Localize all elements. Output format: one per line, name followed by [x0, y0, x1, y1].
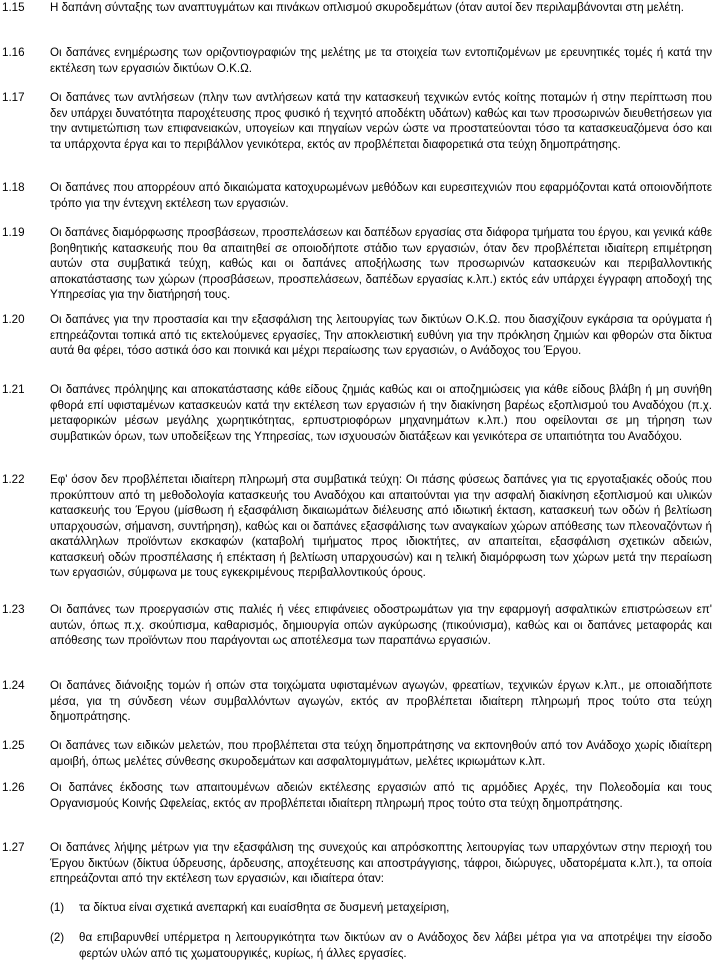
clause-1-15 — [2, 0, 712, 16]
clause-number: 1.23 — [2, 603, 25, 616]
subitem-2 — [50, 930, 712, 961]
clause-1-22 — [2, 472, 712, 581]
clause-1-26 — [2, 780, 712, 811]
clause-number: 1.16 — [2, 46, 25, 59]
clause-1-21 — [2, 382, 712, 444]
clause-text: Οι δαπάνες που απορρέουν από δικαιώματα κατοχυρωμένων μεθόδων και ευρεσιτεχνιών που εφαρμόζονται κατά οποιονδήποτε τρόπο για την έντεχνη εκτέλεση των εργασιών. — [50, 181, 712, 210]
clause-number: 1.20 — [2, 313, 25, 326]
clause-number: 1.26 — [2, 781, 25, 794]
clause-number: 1.25 — [2, 739, 25, 752]
clause-1-23 — [2, 602, 712, 649]
clause-1-20 — [2, 312, 712, 359]
clause-1-19 — [2, 225, 712, 303]
clause-number: 1.21 — [2, 383, 25, 396]
clause-number: 1.15 — [2, 1, 25, 14]
clause-number: 1.27 — [2, 841, 25, 854]
clause-text: Οι δαπάνες των αντλήσεων (πλην των αντλήσεων κατά την κατασκευή τεχνικών εντός κοίτης ποταμών ή στην περίπτωση που δεν υπάρχει δυνατότητα παροχέτευσης προς φυσικό ή τεχνητό αποδέκτη υδάτων) καθώς και των προσωρινών διευθετήσεων για την αντιμετώπιση των επιφανειακών, υπογείων και πηγαίων νερών ώστε να προστατεύονται τόσο τα κατασκευαζόμενα όσο και τα υπάρχοντα έργα και το περιβάλλον γενικότερα, εκτός αν προβλέπεται διαφορετικά στα τεύχη δημοπράτησης. — [50, 91, 712, 151]
clause-text: Εφ' όσον δεν προβλέπεται ιδιαίτερη πληρωμή στα συμβατικά τεύχη: Οι πάσης φύσεως δαπάνες για τις εργοταξιακές οδούς που προκύπτουν από τη μεθοδολογία κατασκευής του Αναδόχου και απαιτούνται για την ασφαλή διακίνηση εξοπλισμού και υλικών κατασκευής του Έργου (μίσθωση ή εξασφάλιση δικαιωμάτων διέλευσης από ιδιωτική έκταση, κατασκευή των οδών ή βελτίωση υπαρχουσών, σήμανση, συντήρηση), καθώς και οι δαπάνες εξασφάλισης των αναγκαίων χώρων απόθεσης των πλεοναζόντων ή ακατάλληλων προϊόντων εκσκαφών (καταβολή τιμήματος προς ιδιοκτήτες, αν απαιτείται, εξασφάλιση σχετικών αδειών, κατασκευή οδών προσπέλασης ή επέκταση ή βελτίωση υπαρχουσών) και η τελική διαμόρφωση των χώρων μετά την περαίωση των εργασιών, σύμφωνα με τους εγκεκριμένους περιβαλλοντικούς όρους. — [50, 473, 712, 579]
clause-1-24 — [2, 678, 712, 725]
subitem-number: (1) — [50, 901, 65, 914]
clause-number: 1.24 — [2, 679, 25, 692]
subitem-text: θα επιβαρυνθεί υπέρμετρα η λειτουργικότητα των δικτύων αν ο Ανάδοχος δεν λάβει μέτρα για να αποτρέψει την είσοδο φερτών υλών από τις χωματουργικές, κυρίως, ή άλλες εργασίες. — [79, 931, 712, 960]
clause-1-17 — [2, 90, 712, 152]
clause-text: Οι δαπάνες των ειδικών μελετών, που προβλέπεται στα τεύχη δημοπράτησης να εκπονηθούν από τον Ανάδοχο χωρίς ιδιαίτερη αμοιβή, όπως μελέτες σύνθεσης σκυροδεμάτων και ασφαλτομιγμάτων, μελέτες ικριωμάτων κ.λπ. — [50, 739, 712, 768]
clause-text: Οι δαπάνες ενημέρωσης των οριζοντιογραφιών της μελέτης με τα στοιχεία των εντοπιζομένων με ερευνητικές τομές ή κατά την εκτέλεση των εργασιών δικτύων Ο.Κ.Ω. — [50, 46, 712, 75]
subitem-number: (2) — [50, 931, 65, 944]
clause-text: Η δαπάνη σύνταξης των αναπτυγμάτων και πινάκων οπλισμού σκυροδεμάτων (όταν αυτοί δεν περιλαμβάνονται στη μελέτη. — [50, 1, 684, 14]
clause-number: 1.18 — [2, 181, 25, 194]
clause-number: 1.22 — [2, 473, 25, 486]
clause-1-27 — [2, 840, 712, 887]
subitem-text: τα δίκτυα είναι σχετικά ανεπαρκή και ευαίσθητα σε δυσμενή μεταχείριση, — [79, 901, 450, 914]
clause-1-18 — [2, 180, 712, 211]
clause-text: Οι δαπάνες έκδοσης των απαιτουμένων αδειών εκτέλεσης εργασιών από τις αρμόδιες Αρχές, την Πολεοδομία και τους Οργανισμούς Κοινής Ωφελείας, εκτός αν προβλέπεται ιδιαίτερη πληρωμή προς τούτο στα τεύχη δημοπράτησης. — [50, 781, 712, 810]
clause-text: Οι δαπάνες λήψης μέτρων για την εξασφάλιση της συνεχούς και απρόσκοπτης λειτουργίας των υπαρχόντων στην περιοχή του Έργου δικτύων (δίκτυα ύδρευσης, άρδευσης, αποχέτευσης και αποστράγγισης, τάφροι, διώρυγες, υδατορέματα κ.λπ.), τα οποία επηρεάζονται από την εκτέλεση των εργασιών, και ιδιαίτερα όταν: — [50, 841, 712, 885]
clause-text: Οι δαπάνες των προεργασιών στις παλιές ή νέες επιφάνειες οδοστρωμάτων για την εφαρμογή ασφαλτικών επιστρώσεων επ' αυτών, όπως π.χ. σκούπισμα, καθαρισμός, δημιουργία οπών αγκύρωσης (πικούνισμα), καθώς και οι δαπάνες μεταφοράς και απόθεσης των προϊόντων που παράγονται ως αποτέλεσμα των παραπάνω εργασιών. — [50, 603, 712, 647]
subitem-1 — [50, 900, 712, 916]
clause-text: Οι δαπάνες για την προστασία και την εξασφάλιση της λειτουργίας των δικτύων Ο.Κ.Ω. που διασχίζουν εγκάρσια τα ορύγματα ή επηρεάζονται τοπικά από τις εκτελούμενες εργασίες, Την αποκλειστική ευθύνη για την πρόκληση ζημιών και φθορών στα δίκτυα αυτά θα φέρει, τόσο αστικά όσο και ποινικά και μέχρι περαίωσης των εργασιών, ο Ανάδοχος του Έργου. — [50, 313, 712, 357]
clause-text: Οι δαπάνες πρόληψης και αποκατάστασης κάθε είδους ζημιάς καθώς και οι αποζημιώσεις για κάθε είδους βλάβη ή μη συνήθη φθορά επί υφισταμένων κατασκευών κατά την εκτέλεση των εργασιών ή την διακίνηση βαρέως εξοπλισμού του Αναδόχου (π.χ. μεταφορικών μέσων μεγάλης χωρητικότητας, ερπυστριοφόρων μηχανημάτων κ.λπ.) που οφείλονται σε μη τήρηση των συμβατικών όρων, των υποδείξεων της Υπηρεσίας, των ισχυουσών διατάξεων και γενικότερα σε υπαιτιότητα του Αναδόχου. — [50, 383, 712, 443]
clause-text: Οι δαπάνες διαμόρφωσης προσβάσεων, προσπελάσεων και δαπέδων εργασίας στα διάφορα τμήματα του έργου, και γενικά κάθε βοηθητικής κατασκευής που θα απαιτηθεί σε οποιοδήποτε στάδιο των εργασιών, όταν δεν προβλέπεται ιδιαίτερη επιμέτρηση αυτών στα συμβατικά τεύχη, καθώς και οι δαπάνες αποξήλωσης των προσωρινών κατασκευών και περιβαλλοντικής αποκατάστασης των χώρων (προσβάσεων, προσπελάσεων, δαπέδων εργασίας κ.λπ.) εκτός εάν υπάρχει έγγραφη αποδοχή της Υπηρεσίας για την διατήρησή τους. — [50, 226, 712, 301]
clause-number: 1.19 — [2, 226, 25, 239]
clause-text: Οι δαπάνες διάνοιξης τομών ή οπών στα τοιχώματα υφισταμένων αγωγών, φρεατίων, τεχνικών έργων κ.λπ., με οποιαδήποτε μέσα, για τη σύνδεση νέων συμβαλλόντων αγωγών, εκτός αν προβλέπεται ιδιαίτερη πληρωμή προς τούτο στα τεύχη δημοπράτησης. — [50, 679, 712, 723]
clause-1-25 — [2, 738, 712, 769]
clause-1-16 — [2, 45, 712, 76]
clause-number: 1.17 — [2, 91, 25, 104]
